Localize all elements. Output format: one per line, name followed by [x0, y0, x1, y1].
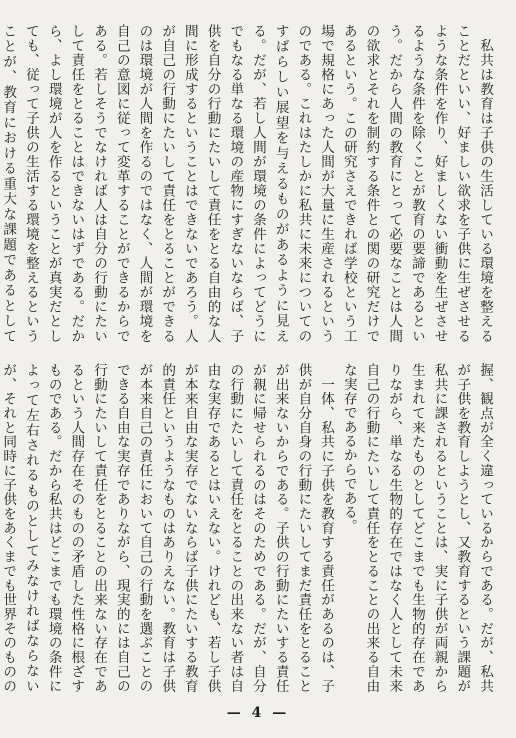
- lower-text-block: 握、観点が全く違っているからである。だが、私共が子供を教育しようとし、又教育するという課題が私共に課されるということは、実に子供が両親から生まれて来たものとしてどこまでも生物的存在でありながら、単なる生物的存在ではなく人として未来自己の行動にたいして責任をとることの出来る自由な実存であるからである。 一体、私共に子供を教育する責任があるのは、子供が自分自身の行動にたいしてまだ責任をとることが出来ないからである。子供の行動にたいする責任が親に帰せられるのはそのためである。だが、自分の行動にたいして責任をとることの出来ない者は自由な実存であるとはいえない。けれども、若し子供が本来自由な実存でないならば子供にたいする教育的責任というようなものはありえない。教育は子供が本来自己の責任において自己の行動を選ぶことのできる自由な実存でありながら、現実的には自己の行動にたいして責任をとることの出来ない存在であるという人間存在そのものの矛盾した性格に根ざすものである。だから私共はどこまでも環境の条件によって左右されるものとしてみなければならないが、それと同時に子供をあくまでも世界そのものの: [0, 363, 493, 693]
- page-number: — 4 —: [226, 705, 290, 721]
- upper-text-block: 私共は教育は子供の生活している環境を整えることだといい、好ましい欲求を子供に生ぜさせるような条件を作り、好ましくない衝動を生ぜさせるような条件を除くことが教育の要諦であるという。だから人間の教育にとって必要なことは人間の欲求とそれを制約する条件との関の研究だけであるという。この研究さえできれば学校という工場で規格にあった人間が大量に生産されるというのである。これはたしかに私共に未来についてのすばらしい展望を与えるものがあるように見える。だが、若し人間が環境の条件によってどうにでもなる単なる環境の産物にすぎないならば、子供を自分の行動にたいして責任をとる自由的な人間に形成するということはできないであろう。人が自己の行動にたいして責任をとることができるのは環境が人間を作るのではなく、人間が環境を自己の意図に従って変革することができるからである。若しそうでなければ人は自分の行動にたいして責任をとることはできないはずである。だから、よし環境が人を作るということが真実だとしても、従って子供の生活する環境を整えるということが、教育における重大な課題であるとして: [0, 24, 493, 343]
